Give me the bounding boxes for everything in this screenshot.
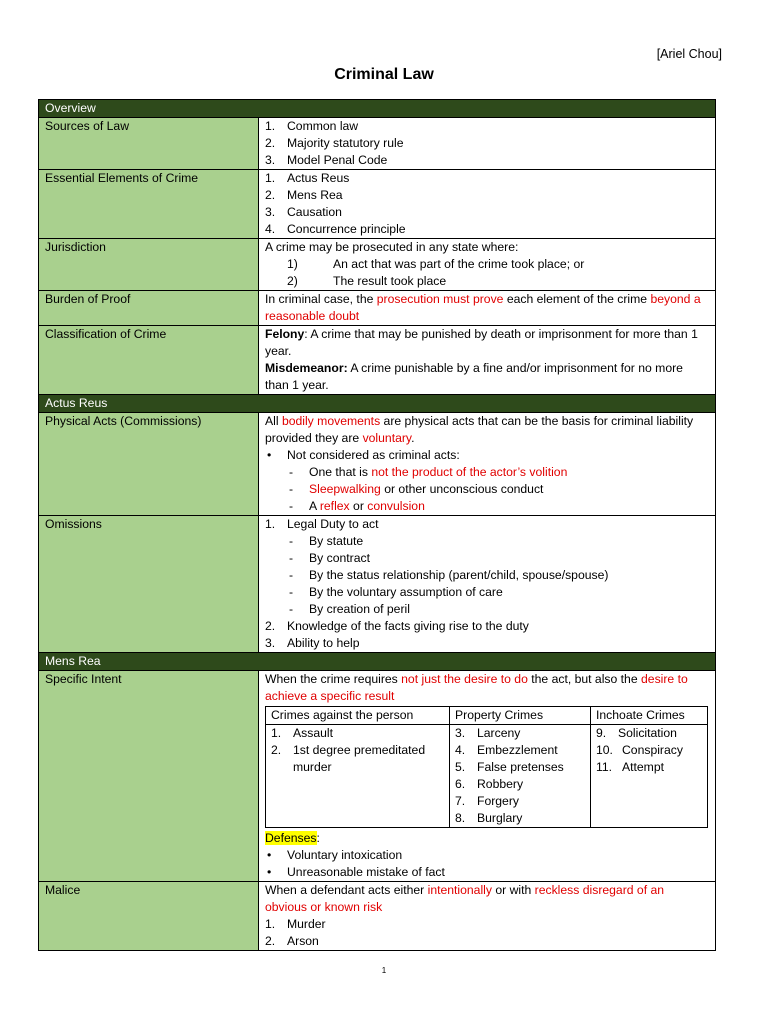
row-content: [259, 671, 716, 882]
row-physical-acts: [39, 413, 716, 516]
row-classification: [39, 326, 716, 395]
row-content: [259, 239, 716, 291]
list-item: 11. Attempt: [596, 760, 664, 774]
section-header-mens-rea: [39, 653, 716, 671]
section-title: Actus Reus: [39, 395, 716, 413]
row-content: [259, 170, 716, 239]
list-item: 4. Concurrence principle: [265, 222, 406, 236]
list-item: • Voluntary intoxication: [267, 848, 403, 862]
column-header: Inchoate Crimes: [591, 707, 708, 725]
author-name: [Ariel Chou]: [656, 47, 722, 61]
list-item: 4. Embezzlement: [455, 743, 558, 757]
row-content: [259, 882, 716, 951]
paragraph: When the crime requires not just the desire to do the act, but also the desire to achieve a specific result: [265, 672, 688, 703]
list-item: 5. False pretenses: [455, 760, 564, 774]
section-title: Overview: [39, 100, 716, 118]
row-content: [259, 326, 716, 395]
list-item: - By contract: [289, 551, 370, 565]
list-item: 9. Solicitation: [596, 726, 677, 740]
row-specific-intent: [39, 671, 716, 882]
section-header-overview: [39, 100, 716, 118]
row-essential-elements: [39, 170, 716, 239]
section-header-actus-reus: [39, 395, 716, 413]
column-header: Crimes against the person: [266, 707, 450, 725]
list-item: 1. Murder: [265, 917, 326, 931]
row-sources-of-law: [39, 118, 716, 170]
list-item: 1. Actus Reus: [265, 171, 350, 185]
list-item: • Unreasonable mistake of fact: [267, 865, 445, 879]
list-item: - By the voluntary assumption of care: [289, 585, 503, 599]
list-item: 1. Common law: [265, 119, 359, 133]
document-title: Criminal Law: [334, 66, 434, 83]
list-item: 3. Model Penal Code: [265, 153, 388, 167]
list-item: 1. Legal Duty to act: [265, 517, 379, 531]
list-item: 10. Conspiracy: [596, 743, 683, 757]
crime-categories-table: [265, 706, 708, 828]
list-item: 6. Robbery: [455, 777, 524, 791]
paragraph: A crime may be prosecuted in any state where:: [265, 240, 519, 254]
row-jurisdiction: [39, 239, 716, 291]
row-content: In criminal case, the prosecution must prove each element of the crime beyond a reasonable doubt: [259, 291, 716, 326]
list-item: 3. Ability to help: [265, 636, 360, 650]
row-burden-of-proof: [39, 291, 716, 326]
row-malice: [39, 882, 716, 951]
list-item: - By creation of peril: [289, 602, 410, 616]
list-item: 8. Burglary: [455, 811, 523, 825]
list-item: - A reflex or convulsion: [289, 499, 425, 513]
list-item: 3. Larceny: [455, 726, 521, 740]
row-label: Classification of Crime: [39, 326, 259, 395]
row-label: Burden of Proof: [39, 291, 259, 326]
row-omissions: [39, 516, 716, 653]
table-cell: [266, 725, 450, 828]
paragraph: When a defendant acts either intentionally or with reckless disregard of an obvious or known risk: [265, 883, 665, 914]
paragraph: Defenses:: [265, 831, 320, 845]
row-content: [259, 118, 716, 170]
row-label: Specific Intent: [39, 671, 259, 882]
list-item: - By statute: [289, 534, 364, 548]
table-cell: [591, 725, 708, 828]
row-label: Essential Elements of Crime: [39, 170, 259, 239]
row-label: Omissions: [39, 516, 259, 653]
paragraph: Misdemeanor: A crime punishable by a fine and/or imprisonment for no more than 1 year.: [265, 361, 683, 392]
section-title: Mens Rea: [39, 653, 716, 671]
list-item: 2. Arson: [265, 934, 319, 948]
row-label: Malice: [39, 882, 259, 951]
list-item: 7. Forgery: [455, 794, 519, 808]
list-item: - One that is not the product of the actor’s volition: [289, 465, 568, 479]
list-item: 1) An act that was part of the crime took place; or: [287, 257, 585, 271]
list-item: - Sleepwalking or other unconscious conduct: [289, 482, 544, 496]
paragraph: All bodily movements are physical acts that can be the basis for criminal liability provided they are voluntary.: [265, 414, 694, 445]
table-row: [266, 725, 708, 828]
row-content: [259, 413, 716, 516]
list-item: 1. Assault: [271, 726, 333, 740]
list-item: - By the status relationship (parent/child, spouse/spouse): [289, 568, 609, 582]
list-item: 3. Causation: [265, 205, 342, 219]
outline-table: [38, 99, 716, 951]
list-item: 2. Majority statutory rule: [265, 136, 404, 150]
column-header: Property Crimes: [450, 707, 591, 725]
list-item: 2. 1st degree premeditated murder: [271, 743, 426, 774]
row-content: [259, 516, 716, 653]
table-cell: [450, 725, 591, 828]
list-item: 2. Knowledge of the facts giving rise to the duty: [265, 619, 529, 633]
row-label: Sources of Law: [39, 118, 259, 170]
row-label: Physical Acts (Commissions): [39, 413, 259, 516]
list-item: 2) The result took place: [287, 274, 447, 288]
list-item: • Not considered as criminal acts:: [267, 448, 460, 462]
list-item: 2. Mens Rea: [265, 188, 343, 202]
table-header-row: [266, 707, 708, 725]
page-number: 1: [381, 966, 387, 975]
paragraph: Felony: A crime that may be punished by death or imprisonment for more than 1 year.: [265, 327, 698, 358]
row-label: Jurisdiction: [39, 239, 259, 291]
